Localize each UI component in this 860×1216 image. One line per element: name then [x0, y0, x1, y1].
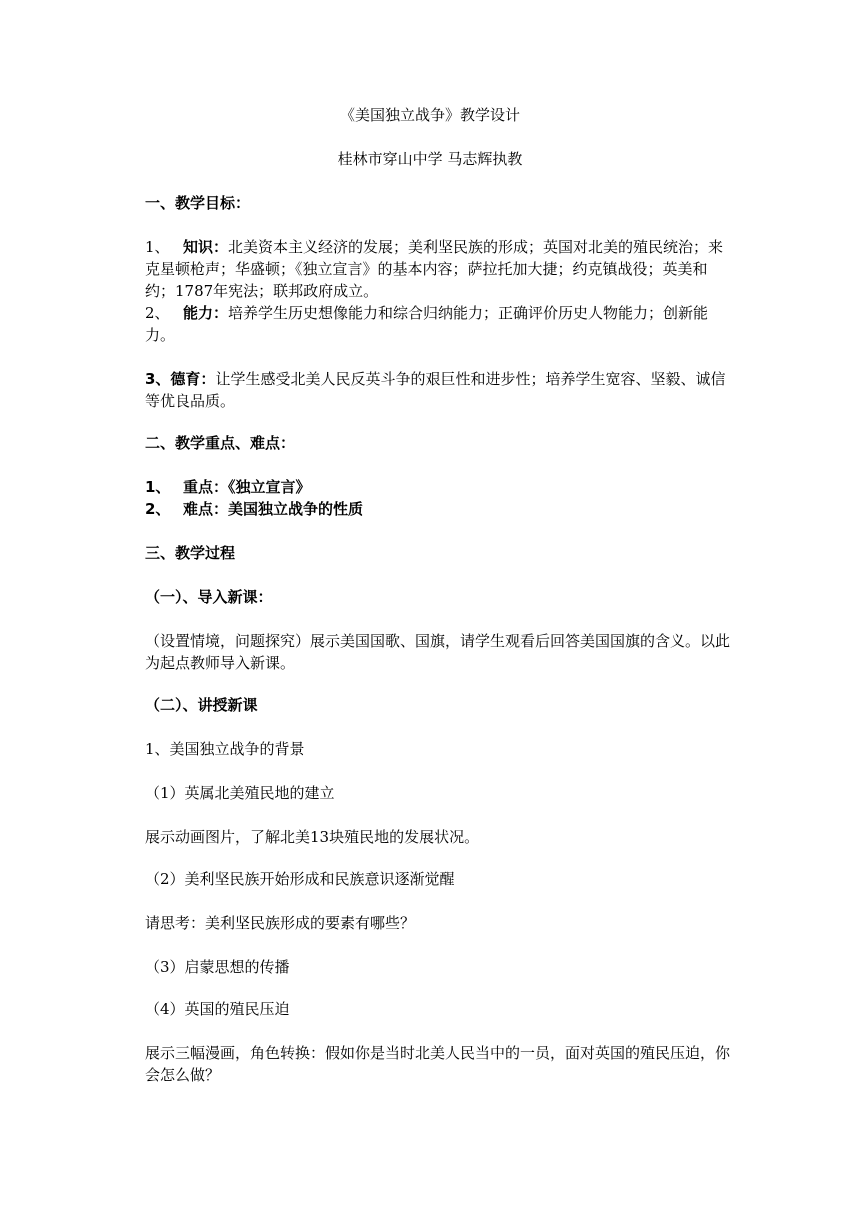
- paragraph: 展示三幅漫画，角色转换：假如你是当时北美人民当中的一员，面对英国的殖民压迫，你会怎么做？: [145, 1044, 731, 1084]
- paragraph: （4）英国的殖民压迫: [145, 1000, 290, 1018]
- paragraph: （3）启蒙思想的传播: [145, 958, 290, 976]
- intro-paragraph: （设置情境，问题探究）展示美国国歌、国旗，请学生观看后回答美国国旗的含义。以此为起点教师导入新课。: [145, 632, 731, 672]
- paragraph: 请思考：美利坚民族形成的要素有哪些？: [145, 914, 416, 932]
- difficult-point: [145, 498, 745, 520]
- paragraph: 展示动画图片，了解北美13块殖民地的发展状况。: [145, 828, 480, 846]
- section-heading-keypoints: 二、教学重点、难点：: [145, 434, 296, 452]
- key-text: 重点：《独立宣言》: [183, 478, 311, 496]
- key-number: 1、: [145, 478, 171, 496]
- goal-moral: [145, 368, 735, 412]
- goal-number: 1、: [145, 238, 170, 256]
- subsection-heading-teaching: （二）、讲授新课: [145, 696, 258, 714]
- section-heading-process: 三、教学过程: [145, 544, 236, 562]
- goal-knowledge: [145, 236, 735, 302]
- paragraph: 1、美国独立战争的背景: [145, 740, 305, 758]
- key-point: [145, 476, 745, 498]
- goal-text: 北美资本主义经济的发展；美利坚民族的形成；英国对北美的殖民统治；来克星顿枪声；华盛顿；《独立宣言》的基本内容；萨拉托加大捷；约克镇战役；英美和约；1787年宪法；联邦政府成立。: [145, 238, 724, 300]
- section-heading-goals: 一、教学目标：: [145, 194, 251, 212]
- subsection-heading-intro: （一）、导入新课：: [145, 588, 273, 606]
- goal-text: 让学生感受北美人民反英斗争的艰巨性和进步性；培养学生宽容、坚毅、诚信等优良品质。: [145, 370, 726, 410]
- key-number: 2、: [145, 500, 171, 518]
- goal-label: 知识：: [183, 238, 229, 256]
- goal-number: 2、: [145, 304, 170, 322]
- goal-ability: [145, 302, 735, 346]
- paragraph: （2）美利坚民族开始形成和民族意识逐渐觉醒: [145, 870, 455, 888]
- paragraph: （1）英属北美殖民地的建立: [145, 784, 335, 802]
- goal-label: 3、德育：: [145, 370, 216, 388]
- document-author: 桂林市穿山中学 马志辉执教: [337, 150, 523, 168]
- document-title: 《美国独立战争》教学设计: [339, 106, 520, 124]
- goal-label: 能力：: [183, 304, 229, 322]
- key-text: 难点：美国独立战争的性质: [183, 500, 364, 518]
- goal-text: 培养学生历史想像能力和综合归纳能力；正确评价历史人物能力；创新能力。: [145, 304, 709, 344]
